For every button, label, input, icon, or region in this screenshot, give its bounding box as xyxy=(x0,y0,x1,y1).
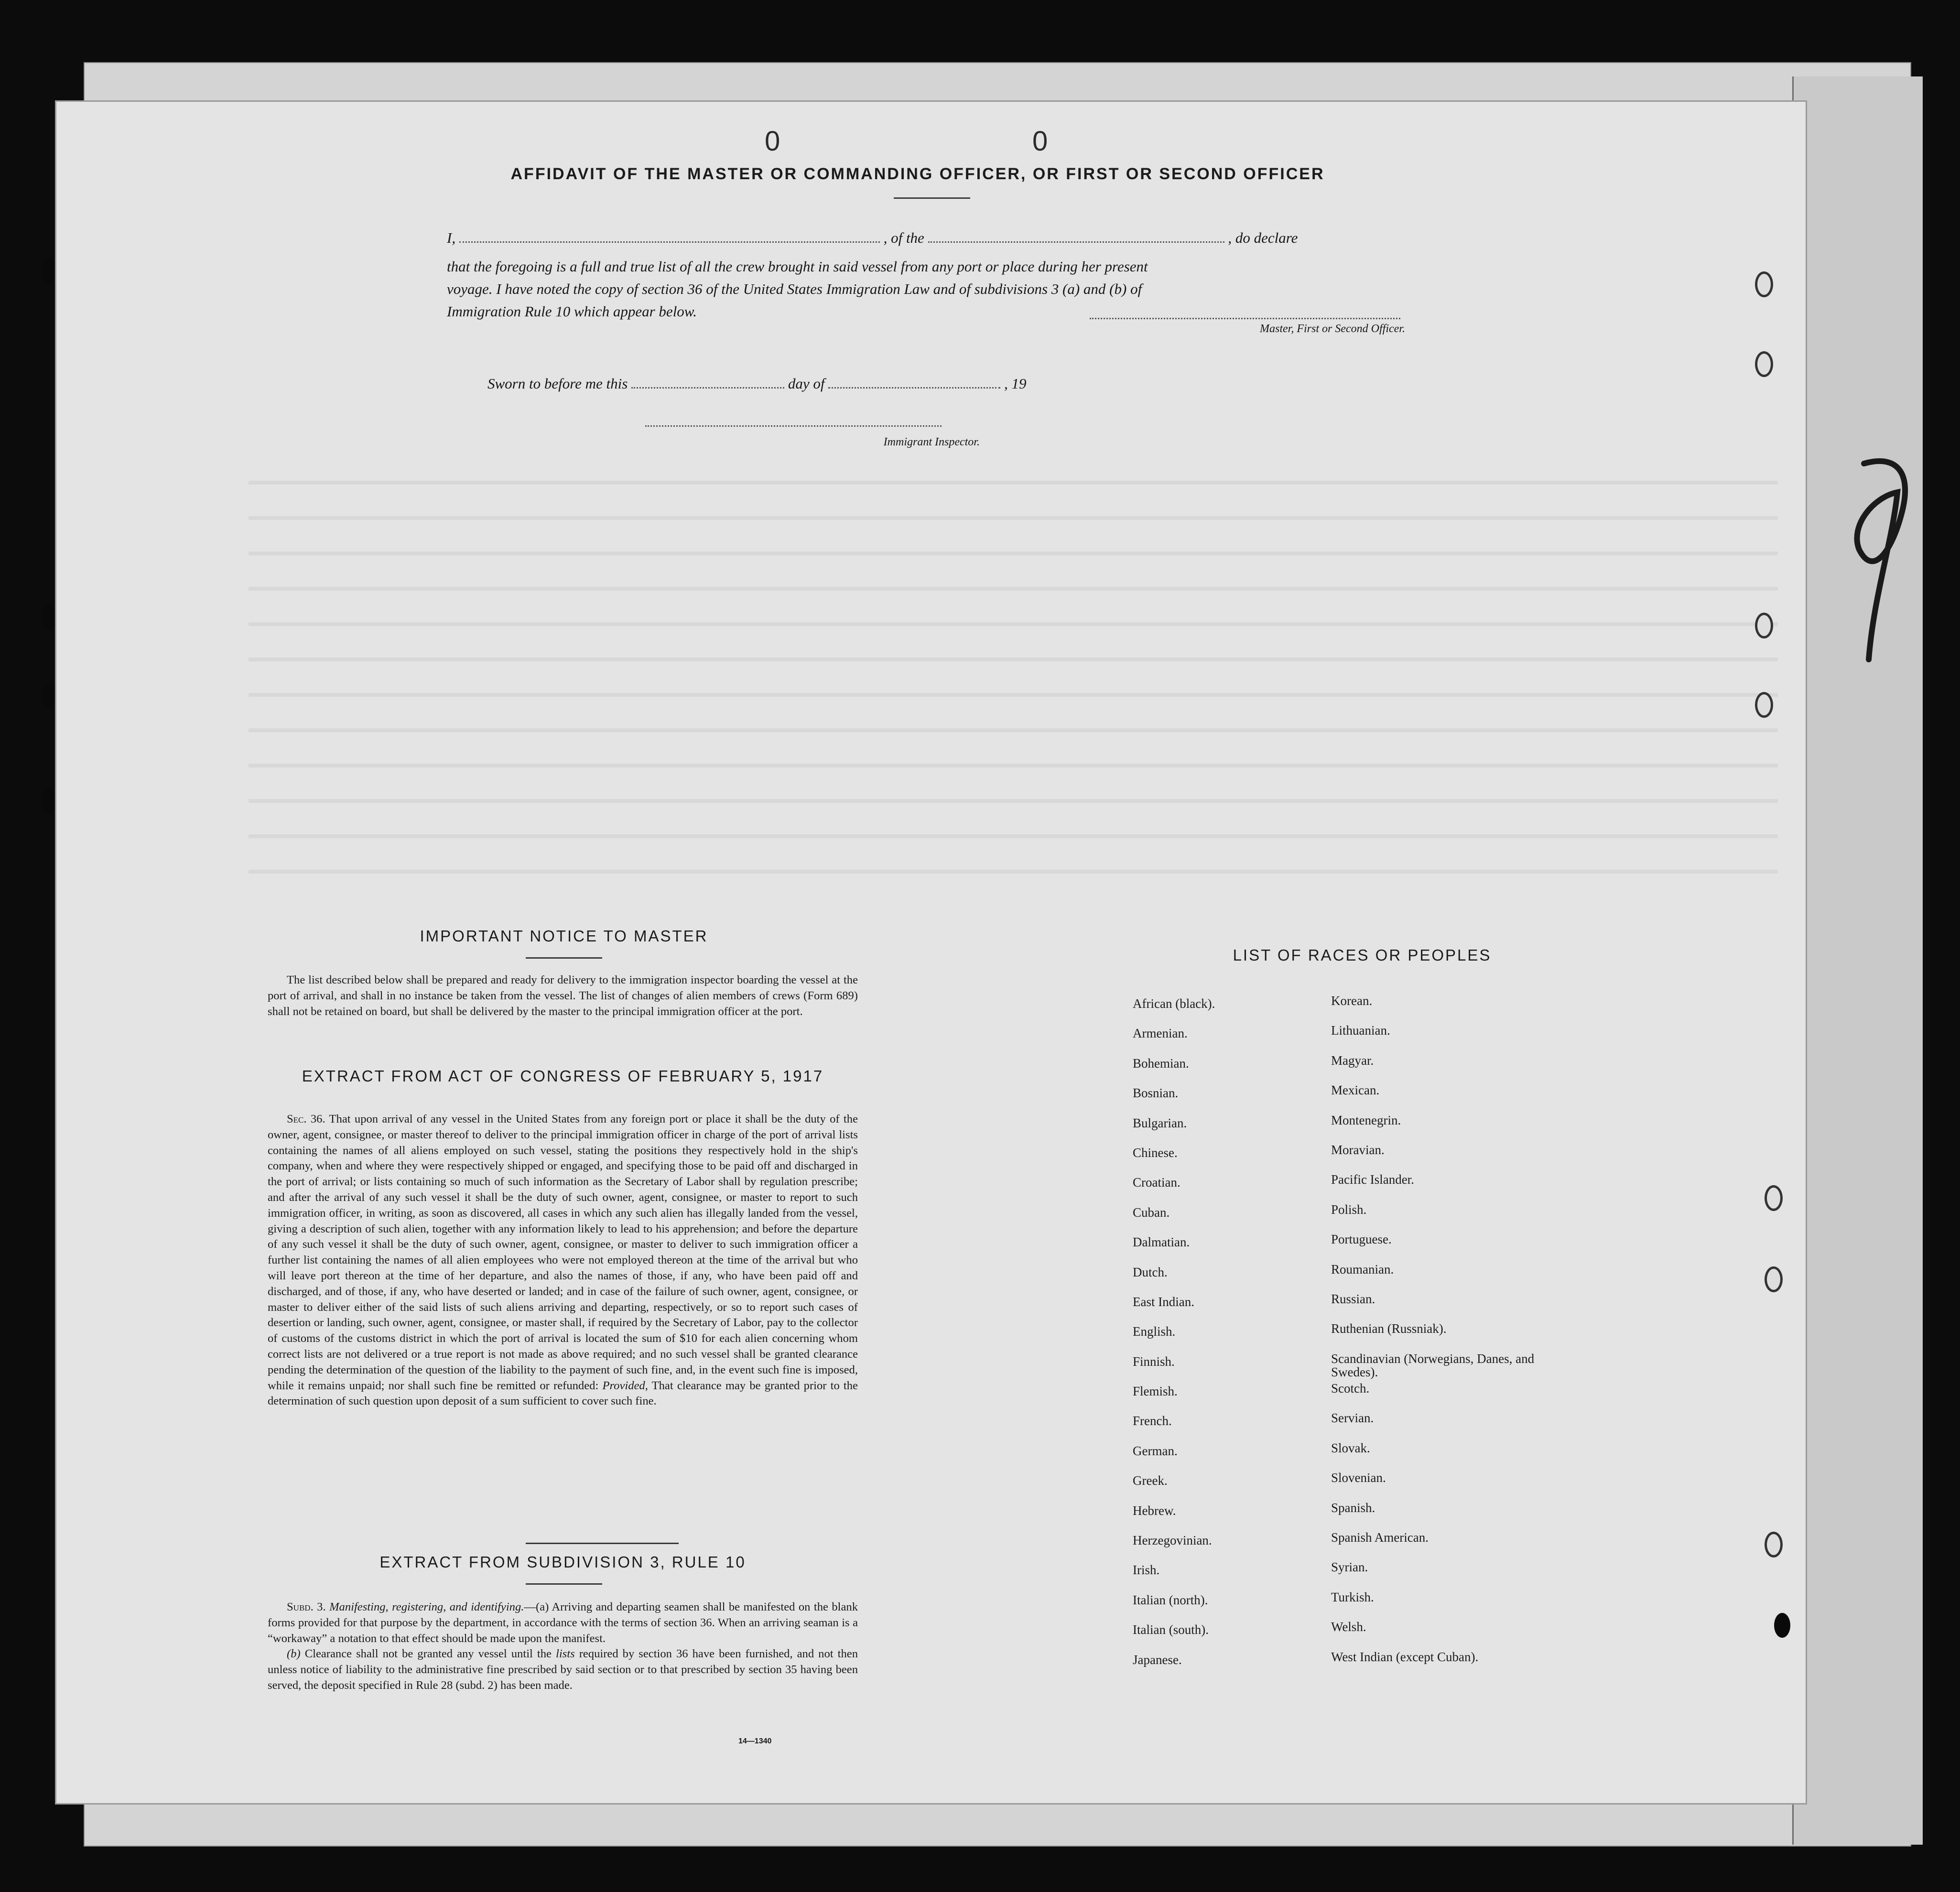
race-item: Servian. xyxy=(1331,1411,1374,1426)
race-item: Korean. xyxy=(1331,994,1373,1008)
master-signature-label: Master, First or Second Officer. xyxy=(1260,323,1405,335)
year-prefix: , 19 xyxy=(1004,375,1027,392)
stamp-mark: 0 xyxy=(1032,126,1048,157)
race-item: Armenian. xyxy=(1133,1026,1188,1041)
races-right-column xyxy=(1331,994,1560,1680)
race-item: Pacific Islander. xyxy=(1331,1172,1414,1187)
race-item: Portuguese. xyxy=(1331,1232,1392,1247)
underlying-page-edge xyxy=(1792,76,1923,1845)
pencil-mark-icon xyxy=(1845,454,1917,664)
race-item: Cuban. xyxy=(1133,1205,1170,1220)
declaration-i: I, xyxy=(447,229,456,246)
subd-text-a: —(a) Arriving and departing seamen shall be manifested on the blank forms provided for that purpose by the department, in accordance with the terms of section 36. When an arriving seaman is a “workaway” a notation to that effect should be made upon the manifest. xyxy=(268,1600,858,1645)
divider xyxy=(894,197,970,199)
section-label: Sec. 36. xyxy=(287,1113,325,1125)
subd-heading: Manifesting, registering, and identifying. xyxy=(329,1600,524,1613)
race-item: Japanese. xyxy=(1133,1652,1182,1667)
punch-hole xyxy=(41,605,57,629)
race-item: Herzegovinian. xyxy=(1133,1533,1212,1548)
subd-b-label: (b) xyxy=(287,1647,301,1661)
race-item: English. xyxy=(1133,1324,1176,1339)
statement-line: Immigration Rule 10 which appear below. xyxy=(447,303,697,320)
race-item: Dalmatian. xyxy=(1133,1235,1190,1250)
race-item: Finnish. xyxy=(1133,1354,1175,1369)
race-item: Chinese. xyxy=(1133,1145,1178,1160)
ring-hole xyxy=(1774,1613,1790,1638)
punch-hole xyxy=(41,683,57,708)
divider xyxy=(526,957,602,959)
race-item: Magyar. xyxy=(1331,1053,1374,1068)
provided-word: Provided, xyxy=(602,1379,648,1392)
master-signature-line[interactable] xyxy=(1090,318,1400,319)
race-item: Italian (north). xyxy=(1133,1592,1208,1607)
race-item: French. xyxy=(1133,1414,1172,1428)
ring-hole xyxy=(1765,1532,1783,1557)
vessel-blank[interactable] xyxy=(928,241,1224,243)
punch-hole xyxy=(41,258,57,283)
affidavit-title: AFFIDAVIT OF THE MASTER OR COMMANDING OFFICER, OR FIRST OR SECOND OFFICER xyxy=(510,165,1325,183)
race-item: Irish. xyxy=(1133,1563,1160,1578)
race-item: Greek. xyxy=(1133,1473,1168,1488)
notice-title: IMPORTANT NOTICE TO MASTER xyxy=(420,927,708,945)
act-section-36 xyxy=(268,1112,858,1409)
subd-label: Subd. 3. xyxy=(287,1600,326,1613)
race-item: Welsh. xyxy=(1331,1620,1366,1634)
form-number: 14—1340 xyxy=(738,1737,772,1745)
rule-text xyxy=(268,1600,858,1694)
sworn-line xyxy=(487,375,1109,392)
race-item: Bosnian. xyxy=(1133,1086,1179,1101)
ring-hole xyxy=(1765,1185,1783,1211)
race-item: Polish. xyxy=(1331,1202,1367,1217)
race-item: Roumanian. xyxy=(1331,1262,1394,1276)
divider xyxy=(526,1583,602,1585)
race-item: Syrian. xyxy=(1331,1560,1368,1575)
declaration-of-the: , of the xyxy=(883,229,924,246)
ring-hole xyxy=(1765,1266,1783,1292)
statement-line: voyage. I have noted the copy of section 36 of the United States Immigration Law and of subdivisions 3 (a) and (b) of xyxy=(447,281,1142,297)
notice-text xyxy=(268,973,858,1019)
subd-text-b2: required by section 36 have been furnished, and not then unless notice of liability to the administrative fine prescribed by said section or to that prescribed by section 35 having been served, the deposit specified in Rule 28 (subd. 2) has been made. xyxy=(268,1647,858,1692)
race-item: Ruthenian (Russniak). xyxy=(1331,1321,1447,1336)
ring-hole xyxy=(1755,613,1773,638)
punch-hole xyxy=(41,789,57,813)
act-title: EXTRACT FROM ACT OF CONGRESS OF FEBRUARY 5, 1917 xyxy=(302,1067,824,1085)
race-item: African (black). xyxy=(1133,996,1215,1011)
race-item: Bohemian. xyxy=(1133,1056,1189,1070)
section-text-end: That clearance may be granted prior to the determination of such question upon deposit of a sum sufficient to cover such fine. xyxy=(268,1379,858,1408)
rule-title: EXTRACT FROM SUBDIVISION 3, RULE 10 xyxy=(379,1553,746,1571)
race-item: Slovak. xyxy=(1331,1440,1370,1455)
race-item: Lithuanian. xyxy=(1331,1023,1390,1038)
statement-line: that the foregoing is a full and true list of all the crew brought in said vessel from any port or place during her present xyxy=(447,258,1148,275)
affidavit-statement xyxy=(447,255,1417,323)
race-item: Scandinavian (Norwegians, Danes, and Swedes). xyxy=(1331,1351,1535,1379)
subd-text-b1: Clearance shall not be granted any vessel until the xyxy=(304,1647,552,1661)
race-item: Russian. xyxy=(1331,1291,1375,1306)
race-item: Flemish. xyxy=(1133,1384,1178,1399)
sworn-text: Sworn to before me this xyxy=(487,375,628,392)
race-item: German. xyxy=(1133,1443,1178,1458)
race-item: Turkish. xyxy=(1331,1589,1374,1604)
race-item: Spanish. xyxy=(1331,1500,1375,1515)
month-blank[interactable] xyxy=(828,387,1000,389)
race-item: Moravian. xyxy=(1331,1142,1385,1157)
name-blank[interactable] xyxy=(459,241,880,243)
notice-paragraph: The list described below shall be prepared and ready for delivery to the immigration inspector boarding the vessel at the port of arrival, and shall in no instance be taken from the vessel. The list of changes of alien members of crews (Form 689) shall not be retained on board, but shall be delivered by the master to the principal immigration officer at the port. xyxy=(268,973,858,1018)
race-item: Italian (south). xyxy=(1133,1622,1209,1637)
declaration-line xyxy=(447,229,1417,247)
race-item: Dutch. xyxy=(1133,1265,1168,1279)
bleed-through-table xyxy=(249,449,1778,898)
race-item: Slovenian. xyxy=(1331,1470,1386,1485)
section-text: That upon arrival of any vessel in the United States from any foreign port or place it shall be the duty of the owner, agent, consignee, or master thereof to deliver to the principal immigration officer in charge of the port of arrival lists containing the names of all aliens employed on such vessel, stating the positions they respectively hold in the ship's company, when and where they were respectively shipped or engaged, and specifying those to be paid off and discharged in the port of arrival; or lists containing so much of such information as the Secretary of Labor shall by regulation prescribe; and after the arrival of any such vessel it shall be the duty of such owner, agent, consignee, or master to report to such immigration officer, in writing, as soon as discovered, all cases in which any such alien has illegally landed from the vessel, giving a description of such alien, together with any information likely to lead to his apprehension; and before the departure of any such vessel it shall be the duty of such owner, agent, consignee, or master to deliver to such immigration officer a further list containing the names of all alien employees who were not employed thereon at the time of the arrival but who will leave port thereon at the time of her departure, and also the names of those, if any, who have been paid off and discharged, and of those, if any, who have deserted or landed; and in case of the failure of such owner, agent, consignee, or master to deliver either of the said lists of such aliens arriving and departing, respectively, or so to report such cases of desertion or landing, such owner, agent, consignee, or master shall, if required by the Secretary of Labor, pay to the collector of customs of the customs district in which the port of arrival is located the sum of $10 for each alien concerning whom correct lists are not delivered or a true report is not made as above required; and no such vessel shall be granted clearance pending the determination of the question of the liability to the payment of such fine, and, in the event such fine is imposed, while it remains unpaid; nor shall such fine be remitted or refunded: xyxy=(268,1113,858,1392)
race-item: Scotch. xyxy=(1331,1381,1370,1396)
race-item: Montenegrin. xyxy=(1331,1113,1401,1127)
divider xyxy=(526,1543,679,1544)
stamp-mark: 0 xyxy=(765,126,780,157)
races-title: LIST OF RACES OR PEOPLES xyxy=(1233,946,1492,964)
ring-hole xyxy=(1755,271,1773,297)
race-item: Bulgarian. xyxy=(1133,1115,1187,1130)
race-item: Hebrew. xyxy=(1133,1503,1176,1518)
race-item: Spanish American. xyxy=(1331,1530,1429,1545)
inspector-label: Immigrant Inspector. xyxy=(883,436,980,448)
ring-hole xyxy=(1755,351,1773,377)
day-blank[interactable] xyxy=(631,387,784,389)
day-of-text: day of xyxy=(788,375,825,392)
race-item: Croatian. xyxy=(1133,1175,1180,1190)
race-item: West Indian (except Cuban). xyxy=(1331,1649,1479,1664)
lists-word: lists xyxy=(556,1647,575,1661)
race-item: East Indian. xyxy=(1133,1294,1194,1309)
declaration-do-declare: , do declare xyxy=(1228,229,1298,246)
races-left-column xyxy=(1133,996,1314,1682)
inspector-signature-line[interactable] xyxy=(645,425,942,427)
race-item: Mexican. xyxy=(1331,1083,1380,1098)
ring-hole xyxy=(1755,692,1773,718)
